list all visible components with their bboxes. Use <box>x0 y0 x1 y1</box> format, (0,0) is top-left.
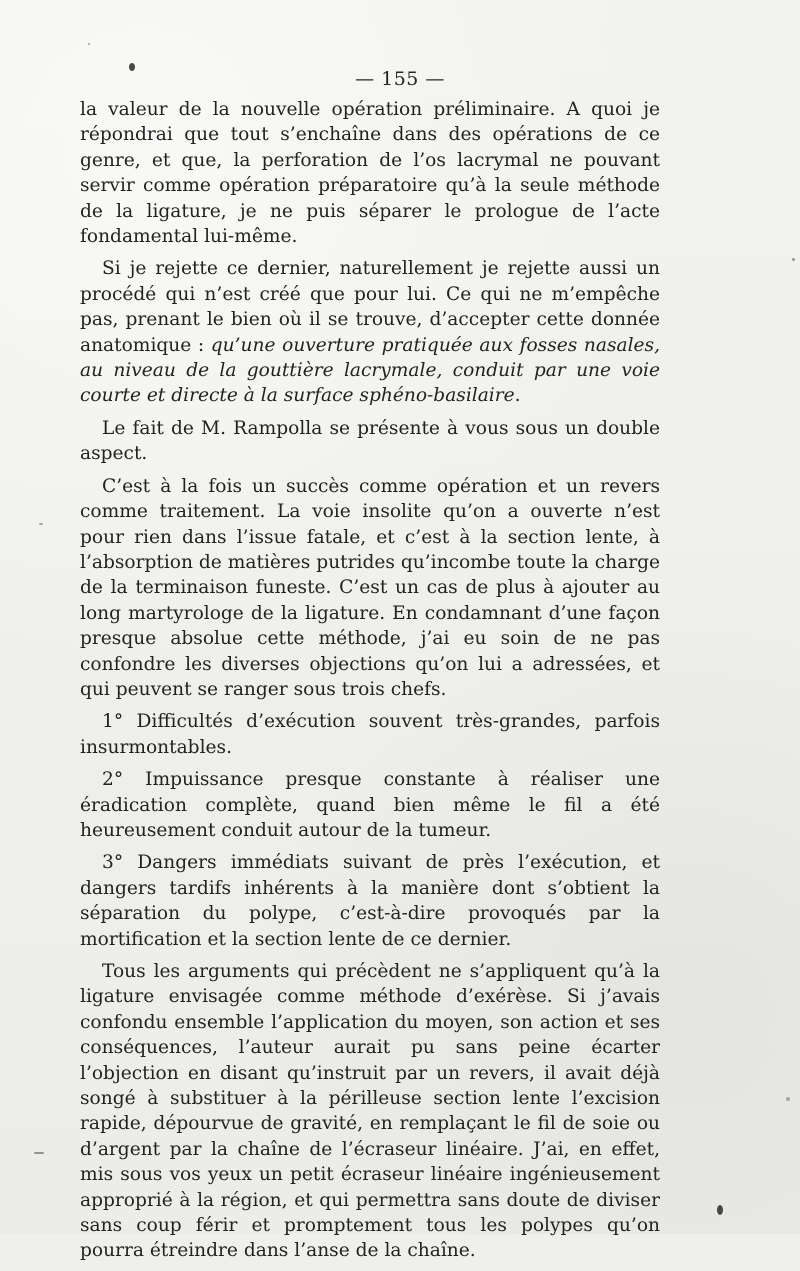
ink-speck <box>88 43 90 45</box>
paragraph-3: Le fait de M. Rampolla se présente à vous sous un double aspect. <box>80 417 660 465</box>
paragraph-5: 1° Difficultés d’exécution souvent très-grandes, parfois insurmontables. <box>80 711 660 758</box>
paragraph-4: C’est à la fois un succès comme opération et un revers comme traitement. La voie insolite qu’on a ouverte n’est pour rien dans l’issue fatale, et c’est à la section lente, à l’absorption de matières putrides qu’incombe toute la charge de la terminaison funeste. C’est un cas de plus à ajouter au long martyrologe de la ligature. En condamnant d’une façon presque absolue cette méthode, j’ai eu soin de ne pas confondre les diverses objections qu’on lui a adressées, et qui peuvent se ranger sous trois chefs. <box>80 475 660 700</box>
paragraph-2-text: Si je rejette ce dernier, naturellement je rejette aussi un procédé qui n’est créé que pour lui. Ce qui ne m’empêche pas, prenant le bien où il se trouve, d’accepter cette donnée anatomique : <box>80 258 660 356</box>
ink-speck <box>792 258 795 261</box>
ink-speck <box>34 1152 44 1154</box>
paragraph-6: 2° Impuissance presque constante à réaliser une éradication complète, quand bien même le fil a été heureusement conduit autour de la tumeur. <box>80 769 660 841</box>
page-number: — 155 — <box>355 68 445 90</box>
ink-speck <box>786 1097 790 1101</box>
paragraph-7: 3° Dangers immédiats suivant de près l’exécution, et dangers tardifs inhérents à la manière dont s’obtient la séparation du polype, c’est-à-dire provoqués par la mortification et la section lente de ce dernier. <box>80 852 660 950</box>
paragraph-2-ending: . <box>514 385 521 407</box>
body-text <box>80 97 660 1271</box>
paragraph-2 <box>80 256 660 408</box>
ink-speck <box>717 1205 723 1215</box>
paragraph-1: la valeur de la nouvelle opération préliminaire. A quoi je répondrai que tout s’enchaîne dans des opérations de ce genre, et que, la perforation de l’os lacrymal ne pouvant servir comme opération préparatoire qu’à la seule méthode de la ligature, je ne puis séparer le prologue de l’acte fondamental lui-même. <box>80 99 660 248</box>
italic-quotation: qu’une ouverture pratiquée aux fosses nasales, au niveau de la gouttière lacrymale, conduit par une voie courte et directe à la surface sphéno-basilaire <box>80 334 660 407</box>
paragraph-8: Tous les arguments qui précèdent ne s’appliquent qu’à la ligature envisagée comme méthode d’exérèse. Si j’avais confondu ensemble l’application du moyen, son action et ses conséquences, l’auteur aurait pu sans peine écarter l’objection en disant qu’instruit par un revers, il avait déjà songé à substituer à la périlleuse section lente l’excision rapide, dépourvue de gravité, en remplaçant le fil de soie ou d’argent par la chaîne de l’écraseur linéaire. J’ai, en effet, mis sous vos yeux un petit écraseur linéaire ingénieusement approprié à la région, et qui permettra sans doute de diviser sans coup férir et promptement tous les polypes qu’on pourra étreindre dans l’anse de la chaîne. <box>80 961 660 1262</box>
ink-speck <box>39 523 43 525</box>
